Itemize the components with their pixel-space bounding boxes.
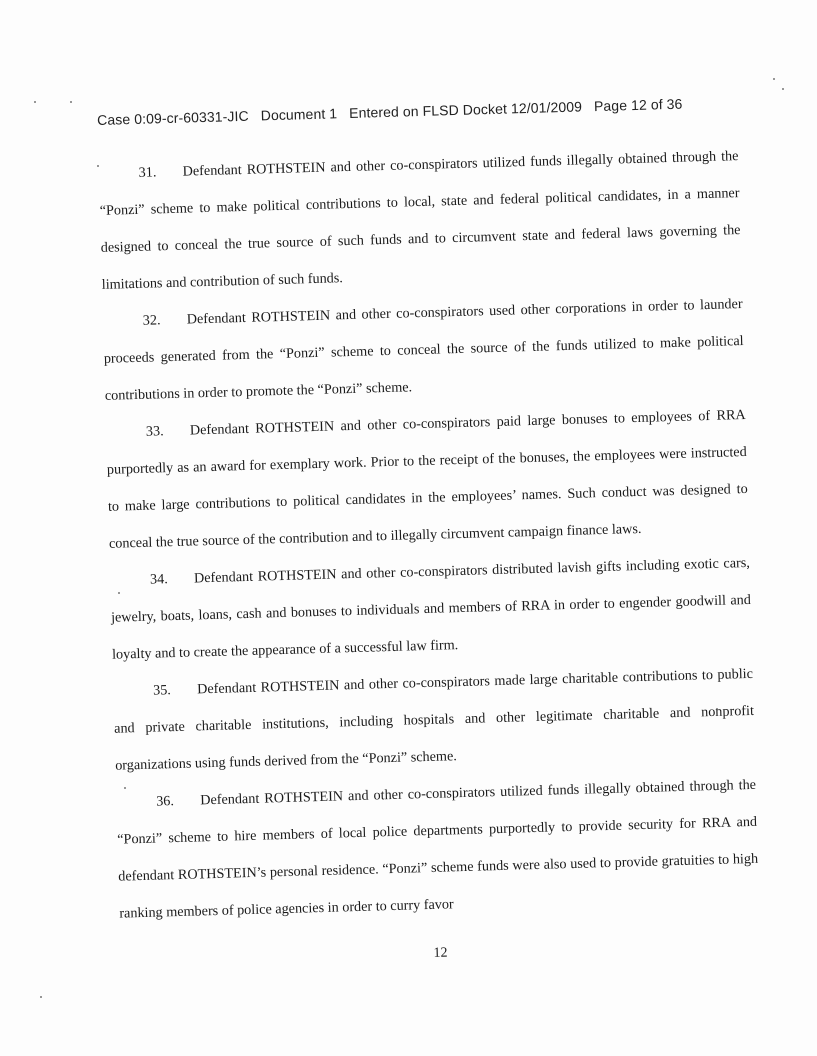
docket-entry: Entered on FLSD Docket 12/01/2009 — [348, 98, 583, 121]
paragraph-number: 31. — [138, 164, 157, 181]
paragraph-number: 33. — [145, 423, 164, 440]
paragraph — [98, 138, 742, 304]
scan-speck — [782, 88, 784, 90]
scan-speck — [773, 78, 775, 80]
paragraph — [113, 656, 756, 785]
paragraph-number: 32. — [142, 312, 161, 329]
scan-speck — [34, 101, 36, 103]
paragraph — [110, 545, 753, 674]
document-body — [98, 138, 759, 933]
document-number: Document 1 — [260, 105, 338, 124]
page-content — [96, 60, 761, 971]
paragraph-text: Defendant ROTHSTEIN and other co-conspirators utilized funds illegally obtained through the “Ponzi” scheme to hire members of local police departments purportedly to provide security for RRA and defendant ROTHSTEIN’s personal residence. “Ponzi” scheme funds were also used to provide gratuities to high ranking members of police agencies in order to curry favor — [117, 776, 759, 922]
paragraph-text: Defendant ROTHSTEIN and other co-conspirators paid large bonuses to employees of RRA purportedly as an award for exemplary work. Prior to the receipt of the bonuses, the employees were instructed to make large contributions to political candidates in the employees’ names. Such conduct was designed to conceal the true source of the contribution and to illegally circumvent campaign finance laws. — [106, 406, 748, 552]
scan-speck — [70, 101, 72, 103]
docket-header — [97, 94, 737, 128]
paragraph-text: Defendant ROTHSTEIN and other co-conspirators made large charitable contributions to public and private charitable institutions, including hospitals and other legitimate charitable and nonprofit organizations using funds derived from the “Ponzi” scheme. — [113, 665, 755, 774]
paragraph — [102, 286, 745, 415]
paragraph-number: 35. — [152, 682, 172, 699]
page-indicator: Page 12 of 36 — [593, 95, 683, 115]
scan-speck — [40, 996, 42, 998]
paragraph — [116, 767, 760, 933]
paragraph-number: 34. — [149, 571, 168, 588]
paragraph — [105, 397, 749, 563]
case-number: Case 0:09-cr-60331-JIC — [96, 107, 249, 128]
page-number: 12 — [433, 945, 448, 961]
paragraph-text: Defendant ROTHSTEIN and other co-conspirators distributed lavish gifts including exotic cars, jewelry, boats, loans, cash and bonuses to individuals and members of RRA in order to engender goodwill and loyalty and to create the appearance of a successful law firm. — [110, 554, 752, 663]
paragraph-number: 36. — [156, 793, 175, 810]
paragraph-text: Defendant ROTHSTEIN and other co-conspirators used other corporations in order to launder proceeds generated from the “Ponzi” scheme to conceal the source of the funds utilized to make political contributions in order to promote the “Ponzi” scheme. — [103, 296, 744, 404]
paragraph-text: Defendant ROTHSTEIN and other co-conspirators utilized funds illegally obtained through the “Ponzi” scheme to make political contributions to local, state and federal political candidates, in a manner designed to conceal the true source of such funds and to circumvent state and federal laws governing the limitations and contribution of such funds. — [99, 148, 741, 293]
